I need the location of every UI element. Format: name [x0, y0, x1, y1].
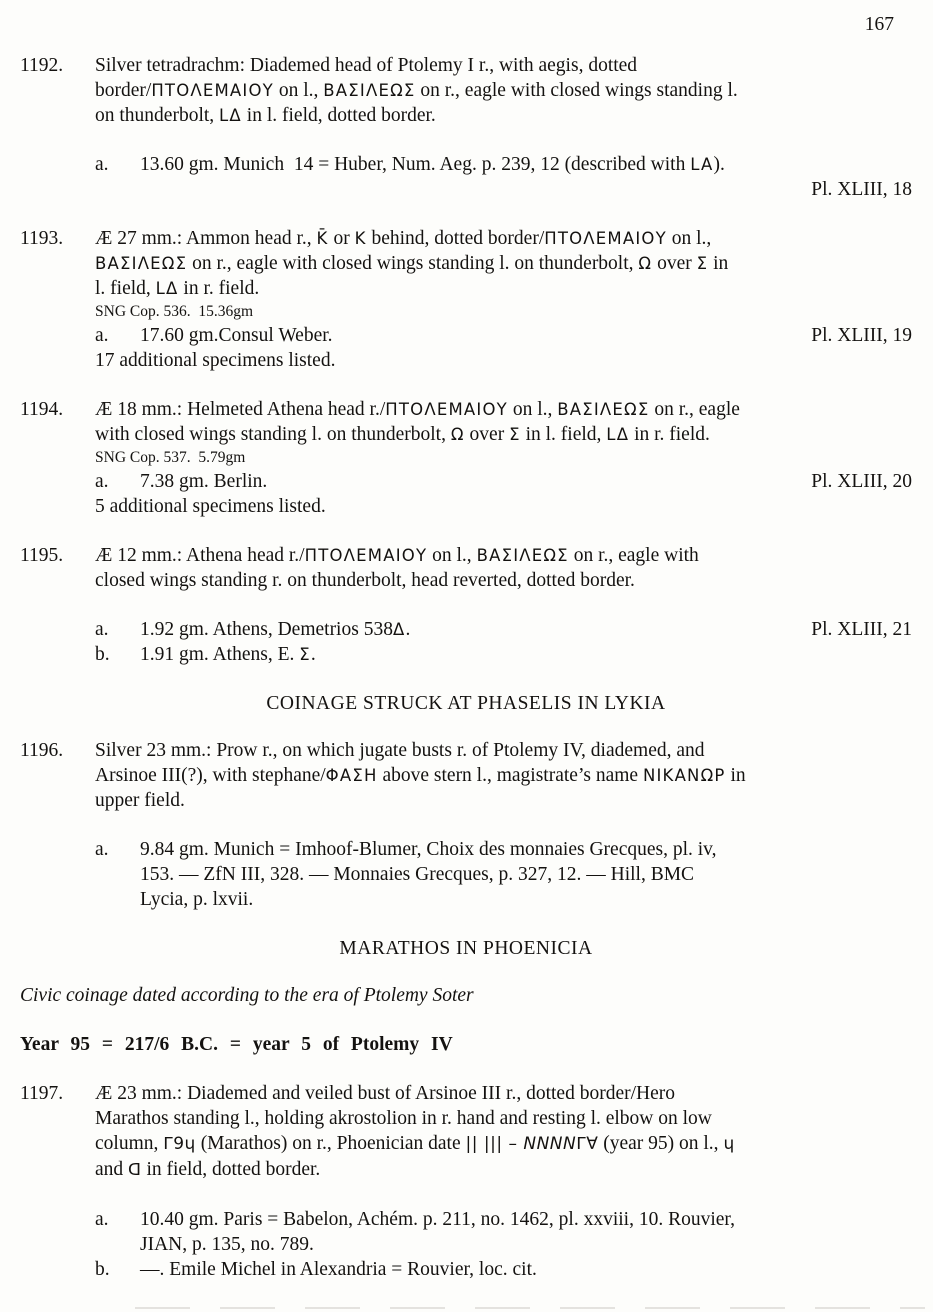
- text-segment: on l.,: [273, 80, 324, 101]
- specimen-row: [95, 837, 912, 912]
- epigraphic-text: Σ: [299, 645, 311, 664]
- epigraphic-text: Κ: [354, 229, 367, 248]
- specimen-text: [140, 152, 725, 177]
- epigraphic-text: LΔ: [606, 425, 630, 444]
- text-segment: in: [708, 253, 729, 274]
- text-line: [95, 763, 912, 788]
- epigraphic-text: ΠΤΟΛΕΜΑΙΟΥ: [385, 400, 508, 419]
- specimen-row: [95, 1257, 912, 1282]
- entry-1194: [20, 397, 912, 519]
- text-segment: on thunderbolt,: [95, 105, 220, 126]
- specimen-text: [140, 837, 717, 912]
- section-heading-phaselis: COINAGE STRUCK AT PHASELIS IN LYKIA: [266, 693, 666, 714]
- text-line: [140, 152, 725, 177]
- plate-reference: Pl. XLIII, 18: [811, 179, 912, 200]
- specimen-list: [95, 617, 912, 667]
- text-line: [140, 1207, 735, 1232]
- epigraphic-text: ΝΙΚΑΝΩΡ: [642, 766, 726, 785]
- epigraphic-text: LΔ: [219, 106, 242, 125]
- text-line: [95, 226, 912, 251]
- text-segment: .: [310, 644, 316, 665]
- epigraphic-text: K̄: [316, 229, 329, 248]
- additional-specimens-note: 17 additional specimens listed.: [95, 350, 336, 371]
- text-segment: on l.,: [507, 399, 558, 420]
- epigraphic-text: Δ: [392, 620, 406, 639]
- entry-body: [95, 543, 912, 667]
- text-segment: Marathos standing l., holding akrostolion in r. hand and resting l. elbow on low: [95, 1108, 712, 1129]
- text-line: [95, 1106, 912, 1131]
- specimen-row: [95, 323, 912, 348]
- entry-body: [95, 53, 912, 202]
- epigraphic-text: Ω: [638, 254, 653, 273]
- specimen-text: [140, 617, 410, 642]
- entry-number: 1197.: [20, 1083, 64, 1104]
- text-segment: column,: [95, 1133, 164, 1154]
- epigraphic-text: LΔ: [155, 279, 179, 298]
- text-line: [140, 323, 333, 348]
- text-segment: .: [405, 619, 411, 640]
- epigraphic-text: ΠΤΟΛΕΜΑΙΟΥ: [151, 81, 274, 100]
- text-line: [95, 788, 912, 813]
- text-segment: 1.92 gm. Athens, Demetrios 538: [140, 619, 393, 640]
- entry-description: [95, 738, 912, 813]
- entry-body: [95, 738, 912, 912]
- text-line: [95, 1131, 912, 1157]
- text-line: [95, 251, 912, 276]
- text-segment: on l.,: [427, 545, 477, 566]
- specimen-text: [140, 469, 267, 494]
- text-segment: 13.60 gm. Munich 14 = Huber, Num. Aeg. p. 239, 12 (described with: [140, 154, 691, 175]
- text-segment: over: [652, 253, 697, 274]
- specimen-row: [95, 617, 912, 642]
- text-segment: upper field.: [95, 790, 185, 811]
- text-segment: Æ 12 mm.: Athena head r./: [95, 545, 305, 566]
- epigraphic-text: NNNN: [523, 1134, 577, 1154]
- text-segment: in l. field,: [520, 424, 607, 445]
- specimen-letter: a.: [95, 325, 109, 346]
- entry-body: [95, 397, 912, 519]
- text-segment: in l. field, dotted border.: [241, 105, 436, 126]
- text-segment: on r., eagle with: [568, 545, 699, 566]
- text-segment: behind, dotted border/: [366, 228, 545, 249]
- text-line: [95, 78, 912, 103]
- sng-reference: SNG Cop. 536. 15.36gm: [95, 303, 254, 320]
- epigraphic-text: Σ: [509, 425, 521, 444]
- entry-description: [95, 543, 912, 593]
- text-segment: border/: [95, 80, 152, 101]
- entry-body: [95, 1081, 912, 1282]
- specimen-row: [95, 469, 912, 494]
- entry-description: [95, 53, 912, 128]
- entry-number: 1196.: [20, 740, 64, 761]
- text-segment: 1.91 gm. Athens, E.: [140, 644, 300, 665]
- text-segment: on r., eagle: [649, 399, 740, 420]
- text-segment: 153. — ZfN III, 328. — Monnaies Grecques, p. 327, 12. — Hill, BMC: [140, 864, 695, 885]
- epigraphic-text: || ||| –: [465, 1134, 524, 1154]
- text-line: [140, 1257, 537, 1282]
- epigraphic-text: ΦΑΣΗ: [325, 766, 378, 785]
- epigraphic-text: ɥ: [723, 1134, 735, 1154]
- specimen-list: [95, 152, 912, 202]
- entry-1197: [20, 1081, 912, 1282]
- epigraphic-text: Ω: [450, 425, 465, 444]
- entry-body: [95, 226, 912, 373]
- page-number: 167: [864, 14, 894, 35]
- specimen-list: [95, 837, 912, 912]
- specimen-text: [140, 642, 316, 667]
- specimen-letter: a.: [95, 619, 109, 640]
- text-line: [95, 1081, 912, 1106]
- text-segment: on r., eagle with closed wings standing l.: [415, 80, 738, 101]
- text-segment: ).: [713, 154, 725, 175]
- text-segment: Silver 23 mm.: Prow r., on which jugate busts r. of Ptolemy IV, diademed, and: [95, 740, 705, 761]
- text-segment: and: [95, 1159, 129, 1180]
- text-segment: JIAN, p. 135, no. 789.: [140, 1234, 314, 1255]
- text-segment: in: [725, 765, 746, 786]
- text-segment: 10.40 gm. Paris = Babelon, Achém. p. 211, no. 1462, pl. xxviii, 10. Rouvier,: [140, 1209, 735, 1230]
- scan-artifact: [135, 1307, 925, 1309]
- text-line: [95, 276, 912, 301]
- entry-number: 1193.: [20, 228, 64, 249]
- specimen-list: [95, 1207, 912, 1282]
- text-segment: 9.84 gm. Munich = Imhoof-Blumer, Choix des monnaies Grecques, pl. iv,: [140, 839, 717, 860]
- specimen-text: [140, 1257, 537, 1282]
- specimen-letter: a.: [95, 839, 109, 860]
- text-segment: over: [464, 424, 510, 445]
- specimen-list: [95, 323, 912, 373]
- entry-1193: [20, 226, 912, 373]
- epigraphic-text: ΠΤΟΛΕΜΑΙΟΥ: [544, 229, 667, 248]
- text-segment: 7.38 gm. Berlin.: [140, 471, 268, 492]
- text-line: [140, 642, 316, 667]
- text-segment: (Marathos) on r., Phoenician date: [195, 1133, 466, 1154]
- specimen-list: [95, 469, 912, 519]
- entry-number: 1194.: [20, 399, 64, 420]
- epigraphic-text: ΒΑΣΙΛΕΩΣ: [476, 546, 569, 565]
- specimen-row: [95, 152, 912, 177]
- entry-1196: [20, 738, 912, 912]
- epigraphic-text: ᒥ9ɥ: [163, 1134, 196, 1154]
- epigraphic-text: ΠΤΟΛΕΜΑΙΟΥ: [304, 546, 428, 565]
- text-line: [140, 617, 410, 642]
- entry-1192: [20, 53, 912, 202]
- specimen-row: [95, 642, 912, 667]
- specimen-row: [95, 1207, 912, 1257]
- text-segment: with closed wings standing l. on thunderbolt,: [95, 424, 451, 445]
- epigraphic-text: LA: [690, 155, 714, 174]
- specimen-letter: a.: [95, 154, 109, 175]
- plate-reference: Pl. XLIII, 20: [811, 471, 912, 492]
- text-segment: above stern l., magistrate’s name: [377, 765, 643, 786]
- text-line: [95, 738, 912, 763]
- text-segment: on l.,: [666, 228, 712, 249]
- text-segment: Arsinoe III(?), with stephane/: [95, 765, 326, 786]
- specimen-letter: b.: [95, 644, 110, 665]
- text-line: [95, 568, 912, 593]
- text-segment: Silver tetradrachm: Diademed head of Ptolemy I r., with aegis, dotted: [95, 55, 638, 76]
- text-line: [95, 103, 912, 128]
- entry-description: [95, 226, 912, 301]
- plate-reference: Pl. XLIII, 21: [811, 619, 912, 640]
- text-segment: Lycia, p. lxvii.: [140, 889, 254, 910]
- specimen-text: [140, 323, 333, 348]
- text-line: [95, 53, 912, 78]
- text-segment: Æ 23 mm.: Diademed and veiled bust of Arsinoe III r., dotted border/Hero: [95, 1083, 675, 1104]
- text-line: [140, 862, 717, 887]
- text-segment: closed wings standing r. on thunderbolt, head reverted, dotted border.: [95, 570, 635, 591]
- text-segment: —. Emile Michel in Alexandria = Rouvier, loc. cit.: [140, 1259, 537, 1280]
- entry-description: [95, 397, 912, 447]
- text-segment: or: [328, 228, 355, 249]
- specimen-text: [140, 1207, 735, 1257]
- text-line: [140, 837, 717, 862]
- text-segment: in r. field.: [178, 278, 260, 299]
- text-segment: l. field,: [95, 278, 156, 299]
- text-segment: on r., eagle with closed wings standing l. on thunderbolt,: [187, 253, 639, 274]
- specimen-letter: a.: [95, 1209, 109, 1230]
- additional-specimens-note: 5 additional specimens listed.: [95, 496, 326, 517]
- year-heading: Year 95 = 217/6 B.C. = year 5 of Ptolemy IV: [20, 1034, 453, 1055]
- text-segment: (year 95) on l.,: [598, 1133, 724, 1154]
- entry-description: [95, 1081, 912, 1183]
- epigraphic-text: ᒥ∀: [576, 1134, 599, 1154]
- section-heading-marathos: MARATHOS IN PHOENICIA: [339, 938, 593, 959]
- text-segment: Æ 27 mm.: Ammon head r.,: [95, 228, 317, 249]
- specimen-letter: a.: [95, 471, 109, 492]
- text-line: [140, 1232, 735, 1257]
- epigraphic-text: ᗡ: [128, 1160, 142, 1180]
- text-line: [95, 397, 912, 422]
- text-line: [140, 469, 267, 494]
- entry-1195: [20, 543, 912, 667]
- text-line: [95, 422, 912, 447]
- text-line: [140, 887, 717, 912]
- epigraphic-text: ΒΑΣΙΛΕΩΣ: [95, 254, 188, 273]
- era-note: Civic coinage dated according to the era of Ptolemy Soter: [20, 985, 474, 1006]
- text-segment: Æ 18 mm.: Helmeted Athena head r./: [95, 399, 386, 420]
- entry-number: 1192.: [20, 55, 64, 76]
- epigraphic-text: Σ: [696, 254, 709, 273]
- epigraphic-text: ΒΑΣΙΛΕΩΣ: [323, 81, 416, 100]
- text-segment: in field, dotted border.: [141, 1159, 321, 1180]
- specimen-letter: b.: [95, 1259, 110, 1280]
- entry-number: 1195.: [20, 545, 64, 566]
- text-segment: 17.60 gm.Consul Weber.: [140, 325, 333, 346]
- sng-reference: SNG Cop. 537. 5.79gm: [95, 449, 246, 466]
- text-segment: in r. field.: [629, 424, 710, 445]
- text-line: [95, 543, 912, 568]
- plate-reference: Pl. XLIII, 19: [811, 325, 912, 346]
- epigraphic-text: ΒΑΣΙΛΕΩΣ: [557, 400, 650, 419]
- text-line: [95, 1157, 912, 1183]
